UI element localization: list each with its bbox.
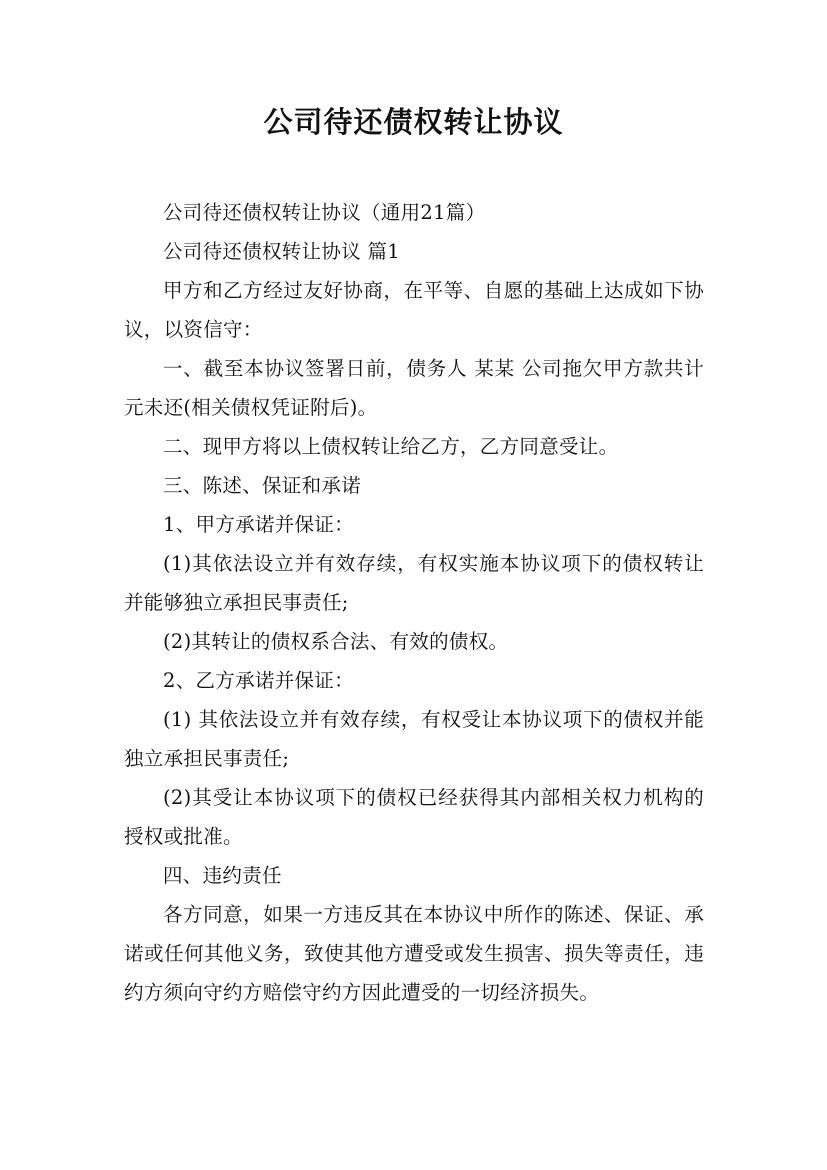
paragraph: (2)其转让的债权系合法、有效的债权。 [163,630,509,653]
paragraph-subtitle: 公司待还债权转让协议（通用21篇） [163,201,486,224]
paragraph: 各方同意，如果一方违反其在本协议中所作的陈述、保证、承诺或任何其他义务，致使其他方遭受或发生损害、损失等责任，违约方须向守约方赔偿守约方因此遭受的一切经济损失。 [124,903,704,1004]
paragraph: (1)其依法设立并有效存续，有权实施本协议项下的债权转让并能够独立承担民事责任; [124,552,704,614]
paragraph: 2、乙方承诺并保证： [163,669,354,692]
paragraph-section-heading: 公司待还债权转让协议 篇1 [163,240,401,263]
document-body [124,193,704,1012]
paragraph: 三、陈述、保证和承诺 [163,474,362,497]
paragraph: 甲方和乙方经过友好协商，在平等、自愿的基础上达成如下协议，以资信守： [124,279,704,341]
document-title: 公司待还债权转让协议 [263,105,564,139]
paragraph: (2)其受让本协议项下的债权已经获得其内部相关权力机构的授权或批准。 [124,786,704,848]
paragraph: 1、甲方承诺并保证： [163,513,354,536]
paragraph: 一、截至本协议签署日前，债务人 某某 公司拖欠甲方款共计 元未还(相关债权凭证附后)。 [124,357,704,419]
paragraph: 四、违约责任 [163,864,282,887]
paragraph: 二、现甲方将以上债权转让给乙方，乙方同意受让。 [163,435,619,458]
paragraph: (1) 其依法设立并有效存续，有权受让本协议项下的债权并能独立承担民事责任; [124,708,704,770]
